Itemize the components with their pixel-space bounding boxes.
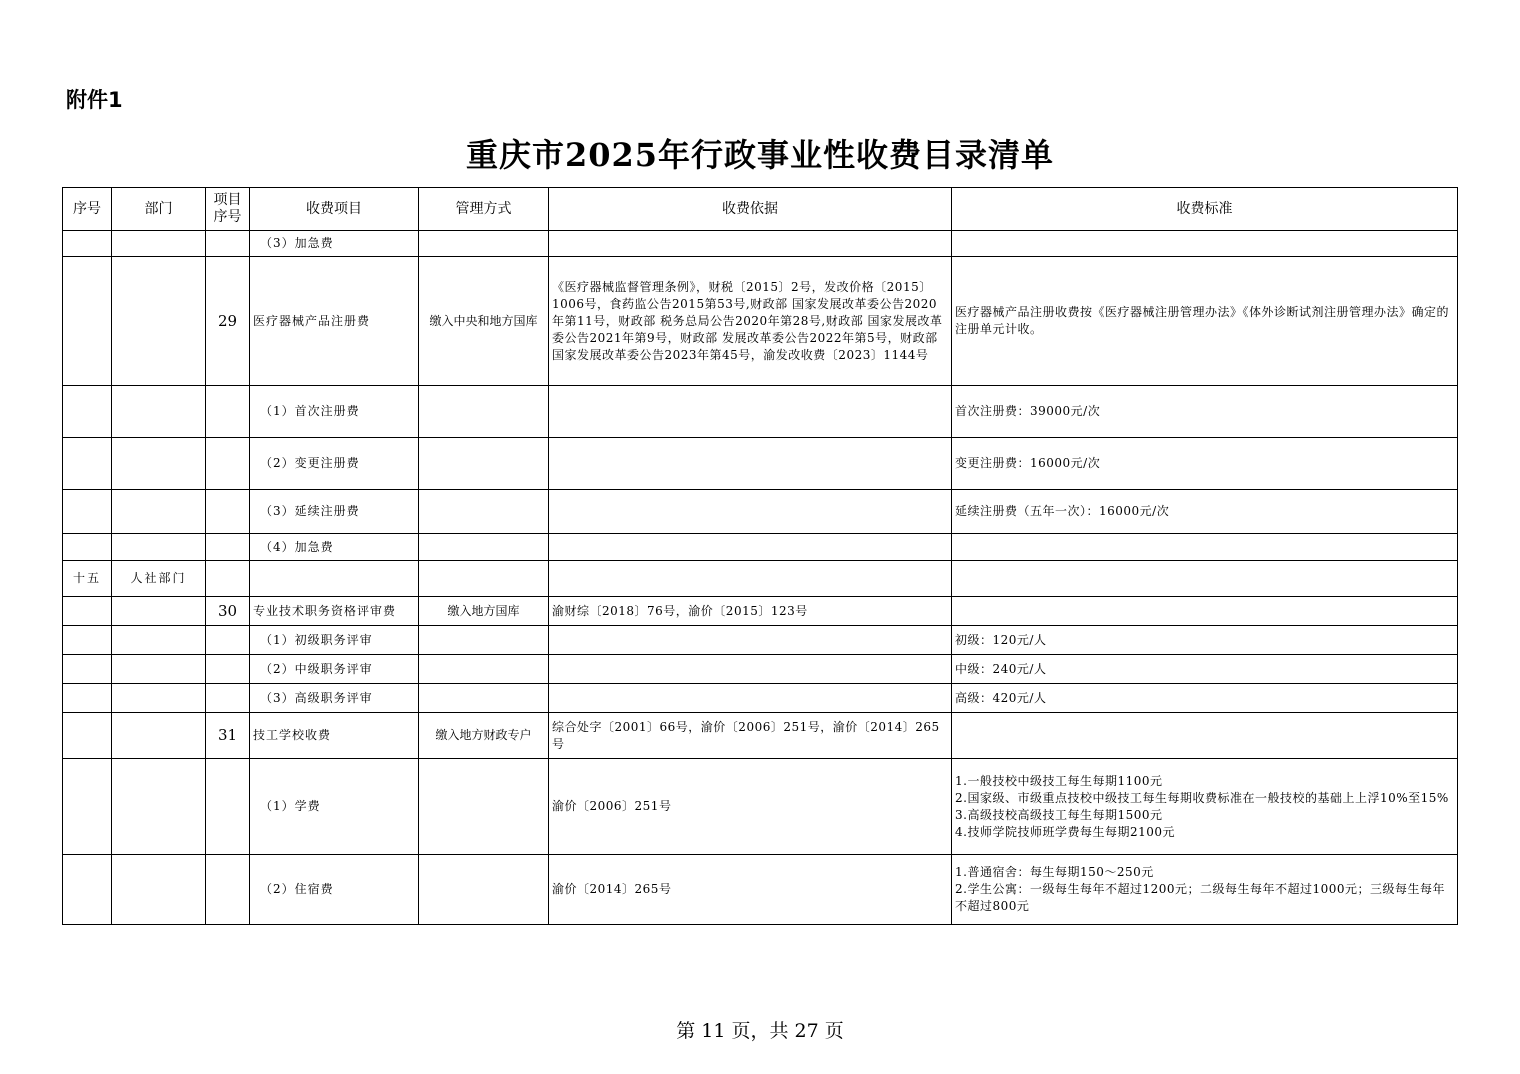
cell-basis: 《医疗器械监督管理条例》，财税〔2015〕2号，发改价格〔2015〕1006号，食药监公告2015第53号,财政部 国家发展改革委公告2020年第11号，财政部 税务总局公告2020年第28号,财政部 国家发展改革委公告2021年第9号，财政部 发展改革委公告2022年第5号，财政部 国家发展改革委公告2023年第45号，渝发改收费〔2023〕1144号 [549, 257, 952, 386]
cell-seq [63, 386, 112, 438]
cell-item-no: 31 [206, 713, 250, 759]
cell-item: （3）加急费 [250, 231, 419, 257]
cell-standard [952, 534, 1458, 561]
cell-item-no [206, 759, 250, 855]
cell-basis [549, 490, 952, 534]
cell-item-no [206, 386, 250, 438]
cell-item [250, 561, 419, 597]
table-row [63, 713, 1458, 759]
cell-item: （2）中级职务评审 [250, 655, 419, 684]
header-item-no: 项目 序号 [206, 188, 250, 231]
cell-basis [549, 386, 952, 438]
cell-basis [549, 684, 952, 713]
cell-item: （1）学费 [250, 759, 419, 855]
cell-mgmt [419, 655, 549, 684]
cell-mgmt [419, 561, 549, 597]
header-basis: 收费依据 [549, 188, 952, 231]
cell-mgmt [419, 684, 549, 713]
cell-basis: 渝财综〔2018〕76号，渝价〔2015〕123号 [549, 597, 952, 626]
table-row [63, 684, 1458, 713]
cell-dept [112, 684, 206, 713]
page-footer: 第 11 页，共 27 页 [676, 1020, 844, 1042]
cell-basis [549, 655, 952, 684]
cell-mgmt [419, 534, 549, 561]
cell-mgmt [419, 626, 549, 655]
cell-basis: 综合处字〔2001〕66号，渝价〔2006〕251号，渝价〔2014〕265号 [549, 713, 952, 759]
cell-standard: 1.一般技校中级技工每生每期1100元 2.国家级、市级重点技校中级技工每生每期收费标准在一般技校的基础上上浮10%至15% 3.高级技校高级技工每生每期1500元 4.技师学院技师班学费每生每期2100元 [952, 759, 1458, 855]
table-row [63, 561, 1458, 597]
cell-item: （3）延续注册费 [250, 490, 419, 534]
cell-standard [952, 713, 1458, 759]
table-header-row [63, 188, 1458, 231]
cell-item: （1）初级职务评审 [250, 626, 419, 655]
cell-dept: 人社部门 [112, 561, 206, 597]
cell-dept [112, 386, 206, 438]
cell-seq [63, 490, 112, 534]
cell-basis [549, 438, 952, 490]
table-row [63, 759, 1458, 855]
header-standard: 收费标准 [952, 188, 1458, 231]
cell-item-no [206, 655, 250, 684]
cell-mgmt [419, 855, 549, 925]
cell-item-no [206, 684, 250, 713]
cell-seq [63, 684, 112, 713]
table-row [63, 231, 1458, 257]
cell-dept [112, 759, 206, 855]
cell-item-no [206, 231, 250, 257]
cell-item-no [206, 855, 250, 925]
page-title: 重庆市2025年行政事业性收费目录清单 [465, 136, 1055, 174]
cell-dept [112, 655, 206, 684]
cell-seq [63, 626, 112, 655]
cell-standard: 初级：120元/人 [952, 626, 1458, 655]
cell-seq [63, 597, 112, 626]
cell-item: 技工学校收费 [250, 713, 419, 759]
table-row [63, 597, 1458, 626]
cell-dept [112, 534, 206, 561]
cell-basis [549, 626, 952, 655]
cell-dept [112, 257, 206, 386]
cell-item: （2）变更注册费 [250, 438, 419, 490]
cell-mgmt [419, 231, 549, 257]
table-row [63, 534, 1458, 561]
cell-item-no [206, 534, 250, 561]
header-seq: 序号 [63, 188, 112, 231]
cell-mgmt [419, 759, 549, 855]
cell-dept [112, 597, 206, 626]
cell-item: （1）首次注册费 [250, 386, 419, 438]
cell-dept [112, 231, 206, 257]
cell-seq: 十五 [63, 561, 112, 597]
cell-item-no [206, 626, 250, 655]
cell-standard: 高级：420元/人 [952, 684, 1458, 713]
cell-dept [112, 438, 206, 490]
cell-item-no: 29 [206, 257, 250, 386]
cell-mgmt: 缴入地方国库 [419, 597, 549, 626]
cell-seq [63, 713, 112, 759]
cell-seq [63, 438, 112, 490]
cell-dept [112, 855, 206, 925]
cell-seq [63, 759, 112, 855]
cell-dept [112, 713, 206, 759]
cell-item: （3）高级职务评审 [250, 684, 419, 713]
cell-dept [112, 626, 206, 655]
header-mgmt: 管理方式 [419, 188, 549, 231]
table-row [63, 490, 1458, 534]
cell-basis [549, 534, 952, 561]
header-item: 收费项目 [250, 188, 419, 231]
cell-mgmt: 缴入中央和地方国库 [419, 257, 549, 386]
cell-item: （2）住宿费 [250, 855, 419, 925]
header-dept: 部门 [112, 188, 206, 231]
cell-item: 专业技术职务资格评审费 [250, 597, 419, 626]
cell-standard: 中级：240元/人 [952, 655, 1458, 684]
table-row [63, 855, 1458, 925]
cell-standard: 首次注册费：39000元/次 [952, 386, 1458, 438]
cell-mgmt [419, 438, 549, 490]
cell-basis: 渝价〔2014〕265号 [549, 855, 952, 925]
cell-item: 医疗器械产品注册费 [250, 257, 419, 386]
table-row [63, 626, 1458, 655]
cell-seq [63, 655, 112, 684]
cell-basis [549, 231, 952, 257]
table-row [63, 257, 1458, 386]
table-row [63, 386, 1458, 438]
cell-item-no: 30 [206, 597, 250, 626]
attachment-label: 附件1 [66, 88, 123, 112]
cell-standard: 延续注册费（五年一次）：16000元/次 [952, 490, 1458, 534]
cell-standard [952, 597, 1458, 626]
table-row [63, 438, 1458, 490]
cell-basis [549, 561, 952, 597]
cell-basis: 渝价〔2006〕251号 [549, 759, 952, 855]
table-row [63, 655, 1458, 684]
cell-mgmt: 缴入地方财政专户 [419, 713, 549, 759]
cell-standard: 医疗器械产品注册收费按《医疗器械注册管理办法》《体外诊断试剂注册管理办法》确定的注册单元计收。 [952, 257, 1458, 386]
cell-standard: 1.普通宿舍：每生每期150～250元 2.学生公寓：一级每生每年不超过1200元；二级每生每年不超过1000元；三级每生每年不超过800元 [952, 855, 1458, 925]
cell-dept [112, 490, 206, 534]
cell-standard [952, 561, 1458, 597]
cell-standard: 变更注册费：16000元/次 [952, 438, 1458, 490]
cell-seq [63, 855, 112, 925]
cell-mgmt [419, 386, 549, 438]
cell-item-no [206, 438, 250, 490]
cell-seq [63, 534, 112, 561]
cell-item-no [206, 561, 250, 597]
cell-item-no [206, 490, 250, 534]
cell-standard [952, 231, 1458, 257]
cell-mgmt [419, 490, 549, 534]
cell-item: （4）加急费 [250, 534, 419, 561]
fee-table [62, 187, 1458, 925]
cell-seq [63, 257, 112, 386]
cell-seq [63, 231, 112, 257]
